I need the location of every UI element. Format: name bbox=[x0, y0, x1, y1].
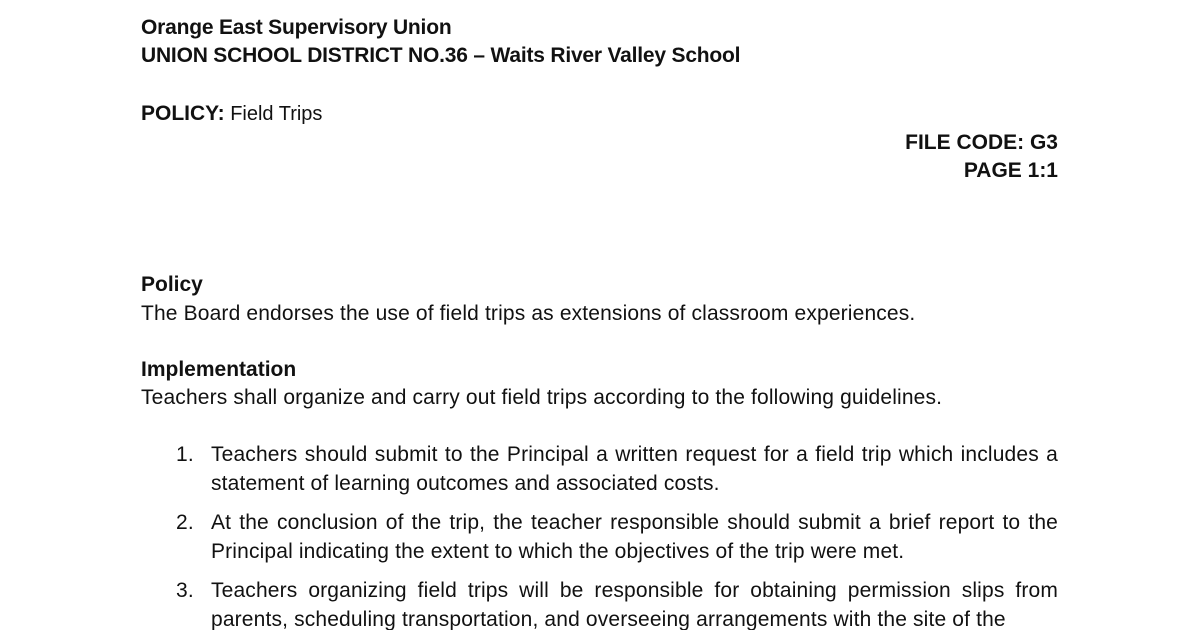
district-name: UNION SCHOOL DISTRICT NO.36 – Waits River Valley School bbox=[141, 44, 741, 67]
page-number: PAGE 1:1 bbox=[963, 159, 1058, 182]
organization-name: Orange East Supervisory Union bbox=[141, 16, 452, 39]
list-item-number: 3. bbox=[176, 579, 194, 602]
list-item-text: Teachers should submit to the Principal a written request for a field trip which includes a statement of learning outcomes and associated costs. bbox=[211, 443, 1058, 495]
policy-statement: The Board endorses the use of field trips as extensions of classroom experiences. bbox=[141, 302, 916, 325]
implementation-heading: Implementation bbox=[141, 358, 297, 381]
list-item-number: 1. bbox=[176, 443, 194, 466]
list-item bbox=[141, 576, 1058, 630]
policy-heading: Policy bbox=[141, 273, 203, 296]
list-item bbox=[141, 508, 1058, 566]
list-item-text: At the conclusion of the trip, the teacher responsible should submit a brief report to the Principal indicating the extent to which the objectives of the trip were met. bbox=[211, 511, 1058, 563]
list-item-number: 2. bbox=[176, 511, 194, 534]
policy-label: POLICY: bbox=[141, 102, 225, 125]
policy-title bbox=[141, 102, 322, 126]
file-code: FILE CODE: G3 bbox=[905, 131, 1058, 154]
guidelines-list bbox=[141, 440, 1058, 630]
policy-value: Field Trips bbox=[230, 103, 323, 125]
list-item bbox=[141, 440, 1058, 498]
implementation-statement: Teachers shall organize and carry out field trips according to the following guidelines. bbox=[141, 386, 943, 409]
list-item-text: Teachers organizing field trips will be responsible for obtaining permission slips from parents, scheduling transportation, and overseeing arrangements with the site of the bbox=[211, 579, 1058, 630]
